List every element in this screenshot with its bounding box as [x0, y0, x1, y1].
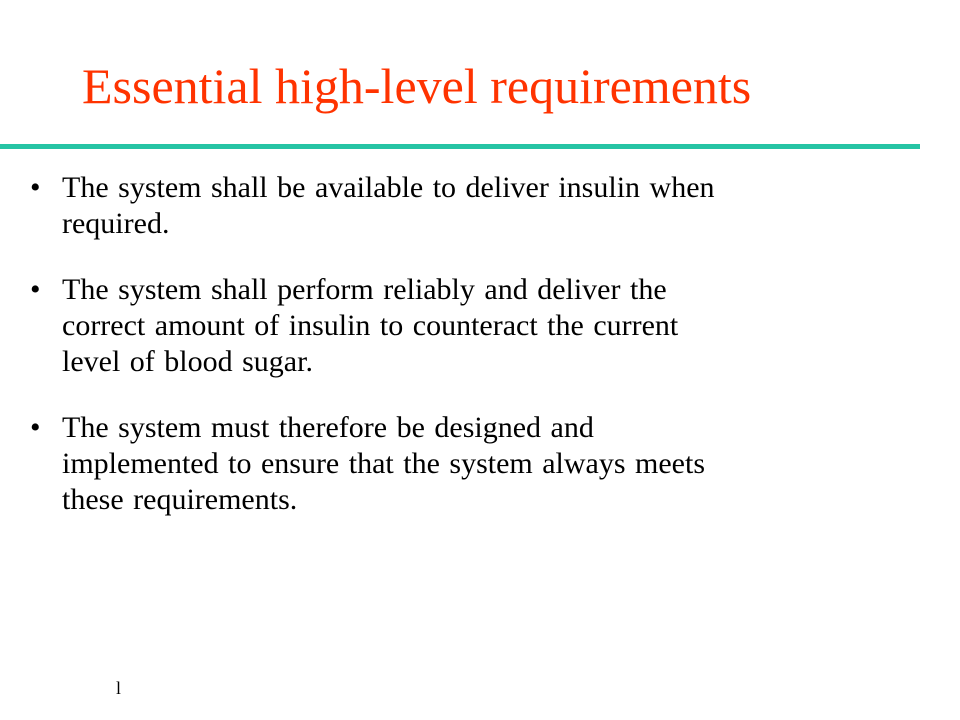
- bullet-line: required.: [62, 207, 170, 240]
- bullet-item: [0, 170, 920, 242]
- bullet-line: implemented to ensure that the system always meets: [62, 447, 706, 480]
- bullet-line: The system must therefore be designed and: [62, 411, 594, 444]
- bullet-marker: •: [30, 171, 41, 204]
- bullet-marker: •: [30, 273, 41, 306]
- bullet-line: The system shall perform reliably and deliver the: [62, 273, 667, 306]
- footer-mark: l: [116, 678, 122, 698]
- bullet-item: [0, 410, 920, 518]
- bullet-line: these requirements.: [62, 483, 298, 516]
- bullet-line: correct amount of insulin to counteract the current: [62, 309, 679, 342]
- bullet-marker: •: [30, 411, 41, 444]
- bullet-list: [0, 170, 920, 548]
- slide-title: Essential high-level requirements: [82, 58, 752, 114]
- bullet-line: The system shall be available to deliver insulin when: [62, 171, 715, 204]
- bullet-line: level of blood sugar.: [62, 345, 313, 378]
- title-divider: [0, 144, 920, 149]
- bullet-item: [0, 272, 920, 380]
